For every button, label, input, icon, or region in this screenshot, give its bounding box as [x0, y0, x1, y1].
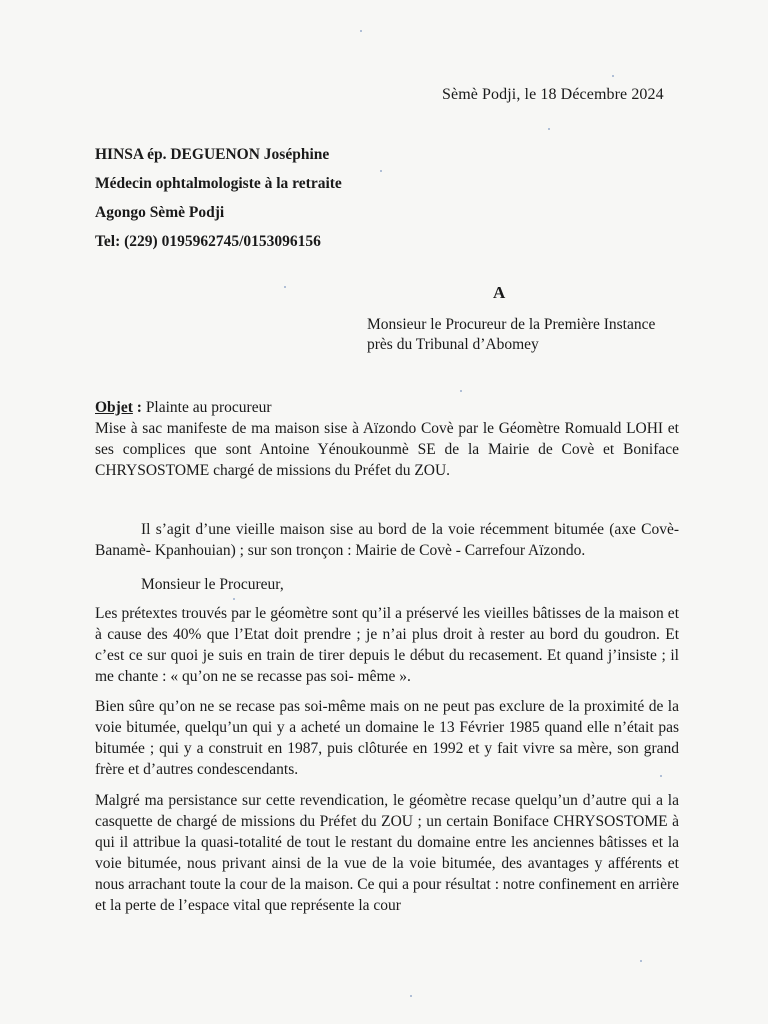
sender-title: Médecin ophtalmologiste à la retraite	[95, 175, 342, 192]
paragraph-2: Les prétextes trouvés par le géomètre sont qu’il a préservé les vieilles bâtisses de la maison et à cause des 40% que l’Etat doit prendre ; je n’ai plus droit à rester au bord du goudron. Et c’est ce sur quoi je suis en train de tirer depuis le début du recasement. Et quand j’insiste ; il me chante : « qu’on ne se recasse pas soi- même ».	[95, 605, 679, 685]
paragraph-4: Malgré ma persistance sur cette revendication, le géomètre recase quelqu’un d’autre qui a la casquette de chargé de missions du Préfet du ZOU ; un certain Boniface CHRYSOSTOME à qui il attribue la quasi-totalité de tout le restant du domaine entre les anciennes bâtisses et la voie bitumée, nous privant ainsi de la vue de la voie bitumée, des avantages y afférents et nous arrachant toute la cour de la maison. Ce qui a pour résultat : notre confinement en arrière et la perte de l’espace vital que représente la cour	[95, 792, 679, 914]
salutation: Monsieur le Procureur,	[141, 576, 284, 593]
scan-speck	[640, 960, 642, 962]
sender-name: HINSA ép. DEGUENON Joséphine	[95, 146, 330, 163]
objet-block	[95, 397, 679, 481]
scan-speck	[233, 598, 235, 600]
scan-speck	[380, 170, 382, 172]
objet-label: Objet	[95, 399, 133, 416]
sender-block	[95, 140, 342, 256]
objet-title: Plainte au procureur	[145, 399, 272, 416]
recipient-line-1: Monsieur le Procureur de la Première Instance	[367, 316, 656, 333]
scan-speck	[460, 390, 462, 392]
objet-heading	[95, 397, 679, 418]
objet-separator: :	[132, 399, 146, 416]
paragraph-3: Bien sûre qu’on ne se recase pas soi-même mais on ne peut pas exclure de la proximité de la voie bitumée, quelqu’un qui y a acheté un domaine le 13 Février 1985 quand elle n’était pas bitumée ; qui y a construit en 1987, puis clôturée en 1992 et y fait vivre sa mère, son grand frère et d’autres condescendants.	[95, 698, 679, 778]
date-line: Sèmè Podji, le 18 Décembre 2024	[442, 86, 664, 103]
scan-speck	[284, 286, 286, 288]
sender-phone: Tel: (229) 0195962745/0153096156	[95, 233, 321, 250]
scan-speck	[410, 995, 412, 997]
recipient-block	[367, 315, 655, 355]
scan-speck	[612, 75, 614, 77]
scan-speck	[548, 128, 550, 130]
paragraph-1: Il s’agit d’une vieille maison sise au bord de la voie récemment bitumée (axe Covè- Banamè- Kpanhouian) ; sur son tronçon : Mairie de Covè - Carrefour Aïzondo.	[95, 521, 679, 559]
objet-description: Mise à sac manifeste de ma maison sise à Aïzondo Covè par le Géomètre Romuald LOHI et ses complices que sont Antoine Yénoukounmè SE de la Mairie de Covè et Boniface CHRYSOSTOME chargé de missions du Préfet du ZOU.	[95, 420, 679, 479]
sender-address: Agongo Sèmè Podji	[95, 204, 225, 221]
recipient-line-2: près du Tribunal d’Abomey	[367, 336, 539, 353]
scan-speck	[360, 30, 362, 32]
to-marker: A	[493, 283, 506, 302]
